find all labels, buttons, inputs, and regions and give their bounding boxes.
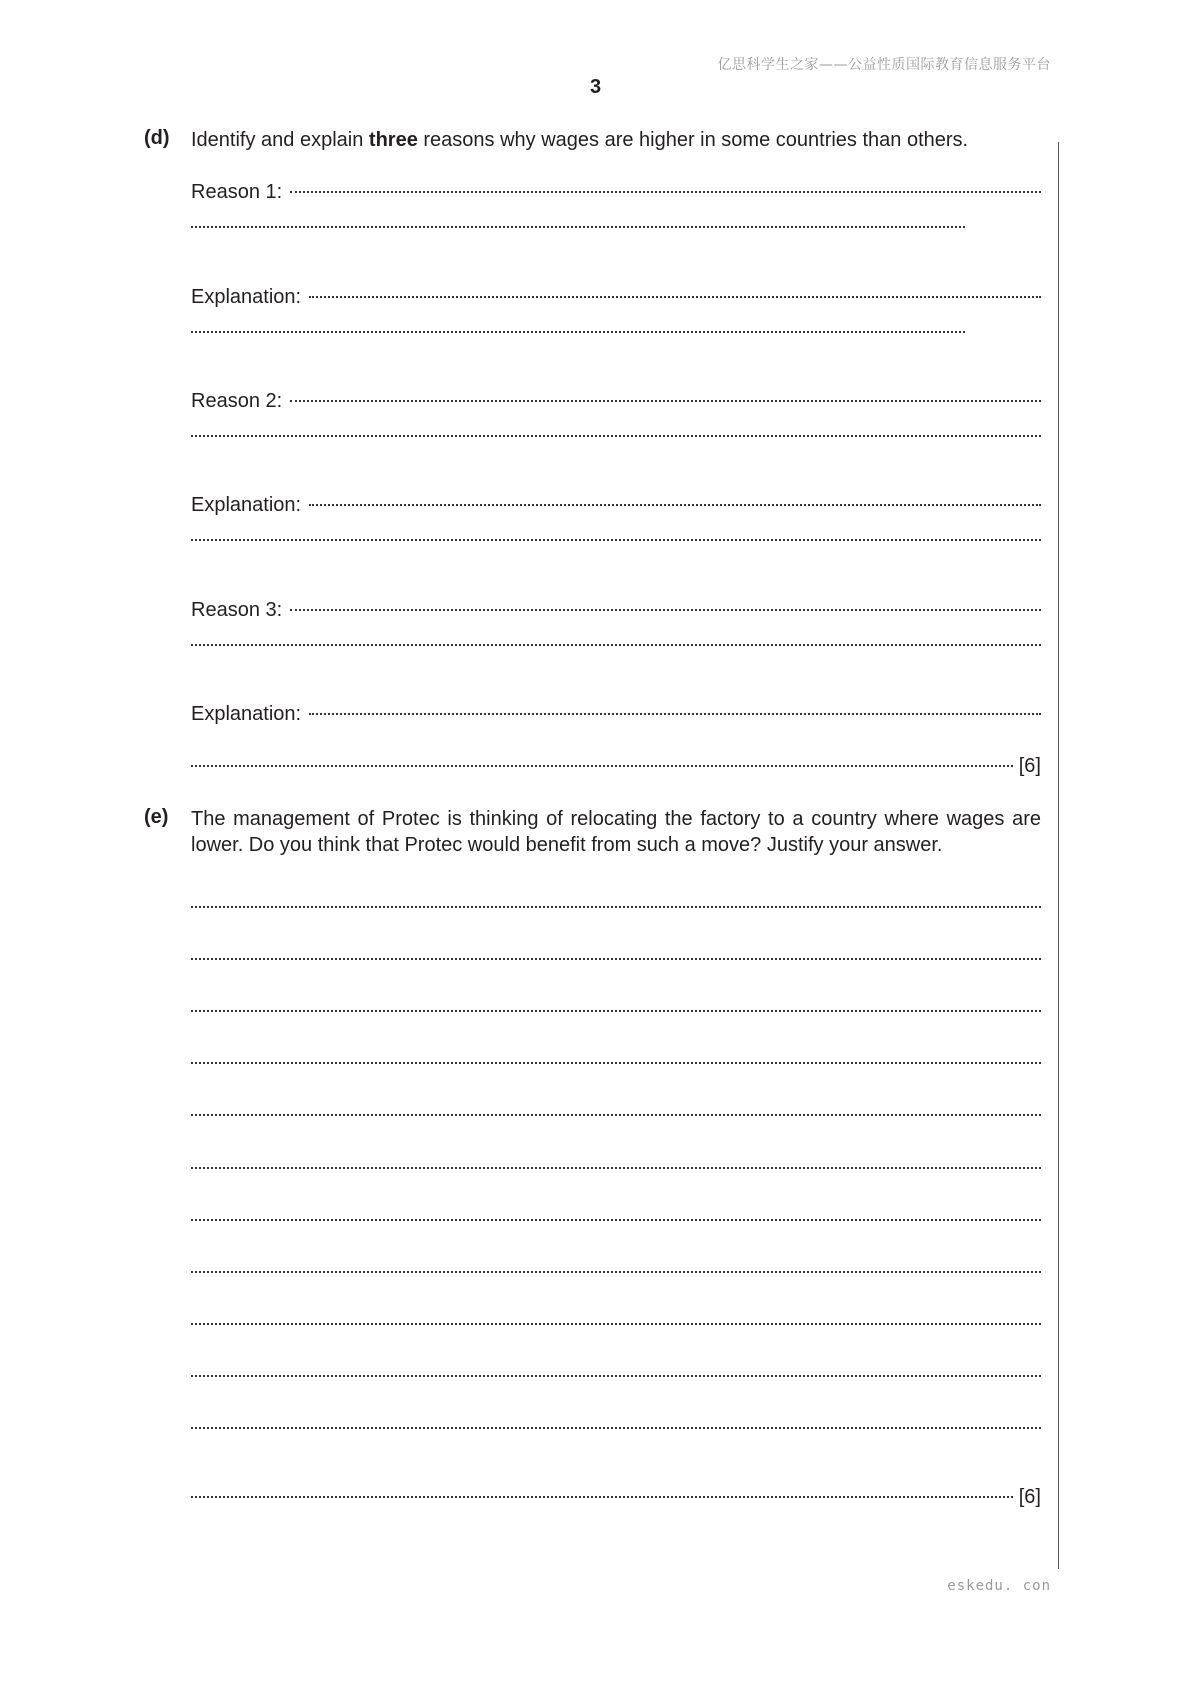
watermark-footer: eskedu. con [947, 1578, 1051, 1594]
question-e-answer-line[interactable] [191, 1328, 1041, 1354]
question-e-label: (e) [144, 806, 169, 828]
page-number: 3 [589, 76, 602, 98]
question-e-answer-line[interactable] [191, 1380, 1041, 1406]
explanation-2-continuation-line[interactable] [191, 544, 1041, 570]
explanation-3-label: Explanation: [191, 703, 302, 725]
margin-rule [1058, 142, 1059, 1569]
answer-dots [191, 644, 1041, 646]
reason-2-answer-line[interactable] [191, 388, 1041, 414]
answer-dots [191, 1167, 1041, 1169]
explanation-3-continuation-line[interactable] [191, 753, 1041, 779]
question-e-answer-line[interactable] [191, 1172, 1041, 1198]
reason-3-answer-line[interactable] [191, 597, 1041, 623]
question-e-answer-line[interactable] [191, 1432, 1041, 1458]
question-d-text-end: reasons why wages are higher in some countries than others. [417, 129, 969, 151]
explanation-2-label: Explanation: [191, 494, 302, 516]
answer-dots [191, 331, 965, 333]
question-e-answer-line[interactable] [191, 1067, 1041, 1093]
answer-dots [191, 1271, 1041, 1273]
answer-dots [191, 1375, 1041, 1377]
explanation-1-continuation-line[interactable] [191, 336, 965, 362]
explanation-1-label: Explanation: [191, 286, 302, 308]
answer-dots [191, 1062, 1041, 1064]
reason-1-answer-line[interactable] [191, 179, 1041, 205]
answer-dots [191, 906, 1041, 908]
answer-dots [191, 1427, 1041, 1429]
answer-dots [191, 1010, 1041, 1012]
answer-dots [290, 191, 1041, 193]
answer-dots [191, 1219, 1041, 1221]
answer-dots [191, 226, 965, 228]
explanation-3-answer-line[interactable] [191, 701, 1041, 727]
reason-2-label: Reason 2: [191, 390, 283, 412]
answer-dots [309, 504, 1041, 506]
explanation-2-answer-line[interactable] [191, 492, 1041, 518]
question-e-answer-line[interactable] [191, 1015, 1041, 1041]
answer-dots [191, 958, 1041, 960]
answer-dots [191, 539, 1041, 541]
question-e-answer-line[interactable] [191, 911, 1041, 937]
question-e-marks: [6] [1018, 1486, 1041, 1508]
answer-dots [191, 1323, 1041, 1325]
question-e-answer-line[interactable] [191, 1119, 1041, 1145]
question-e-answer-line[interactable] [191, 1224, 1041, 1250]
question-d-marks: [6] [1018, 755, 1041, 777]
answer-dots [309, 713, 1041, 715]
question-d-text-start: Identify and explain [191, 129, 369, 151]
reason-3-label: Reason 3: [191, 599, 283, 621]
question-e-answer-line[interactable] [191, 1276, 1041, 1302]
answer-dots [191, 765, 1013, 767]
answer-dots [290, 609, 1041, 611]
question-e-text: The management of Protec is thinking of relocating the factory to a country where wages are lower. Do you think that Protec would benefit from such a move? Justify your answer. [191, 808, 1041, 856]
reason-3-continuation-line[interactable] [191, 649, 1041, 675]
answer-dots [309, 296, 1041, 298]
question-d-label: (d) [144, 127, 170, 149]
answer-dots [191, 1496, 1013, 1498]
reason-2-continuation-line[interactable] [191, 440, 1041, 466]
answer-dots [290, 400, 1041, 402]
question-e-answer-line[interactable] [191, 1484, 1041, 1510]
answer-dots [191, 435, 1041, 437]
question-d-text [191, 127, 1051, 153]
question-e-answer-line[interactable] [191, 963, 1041, 989]
explanation-1-answer-line[interactable] [191, 284, 1041, 310]
question-d-emphasis: three [368, 129, 418, 151]
reason-1-label: Reason 1: [191, 181, 283, 203]
reason-1-continuation-line[interactable] [191, 231, 965, 257]
answer-dots [191, 1114, 1041, 1116]
watermark-header: 亿思科学生之家——公益性质国际教育信息服务平台 [717, 57, 1051, 73]
